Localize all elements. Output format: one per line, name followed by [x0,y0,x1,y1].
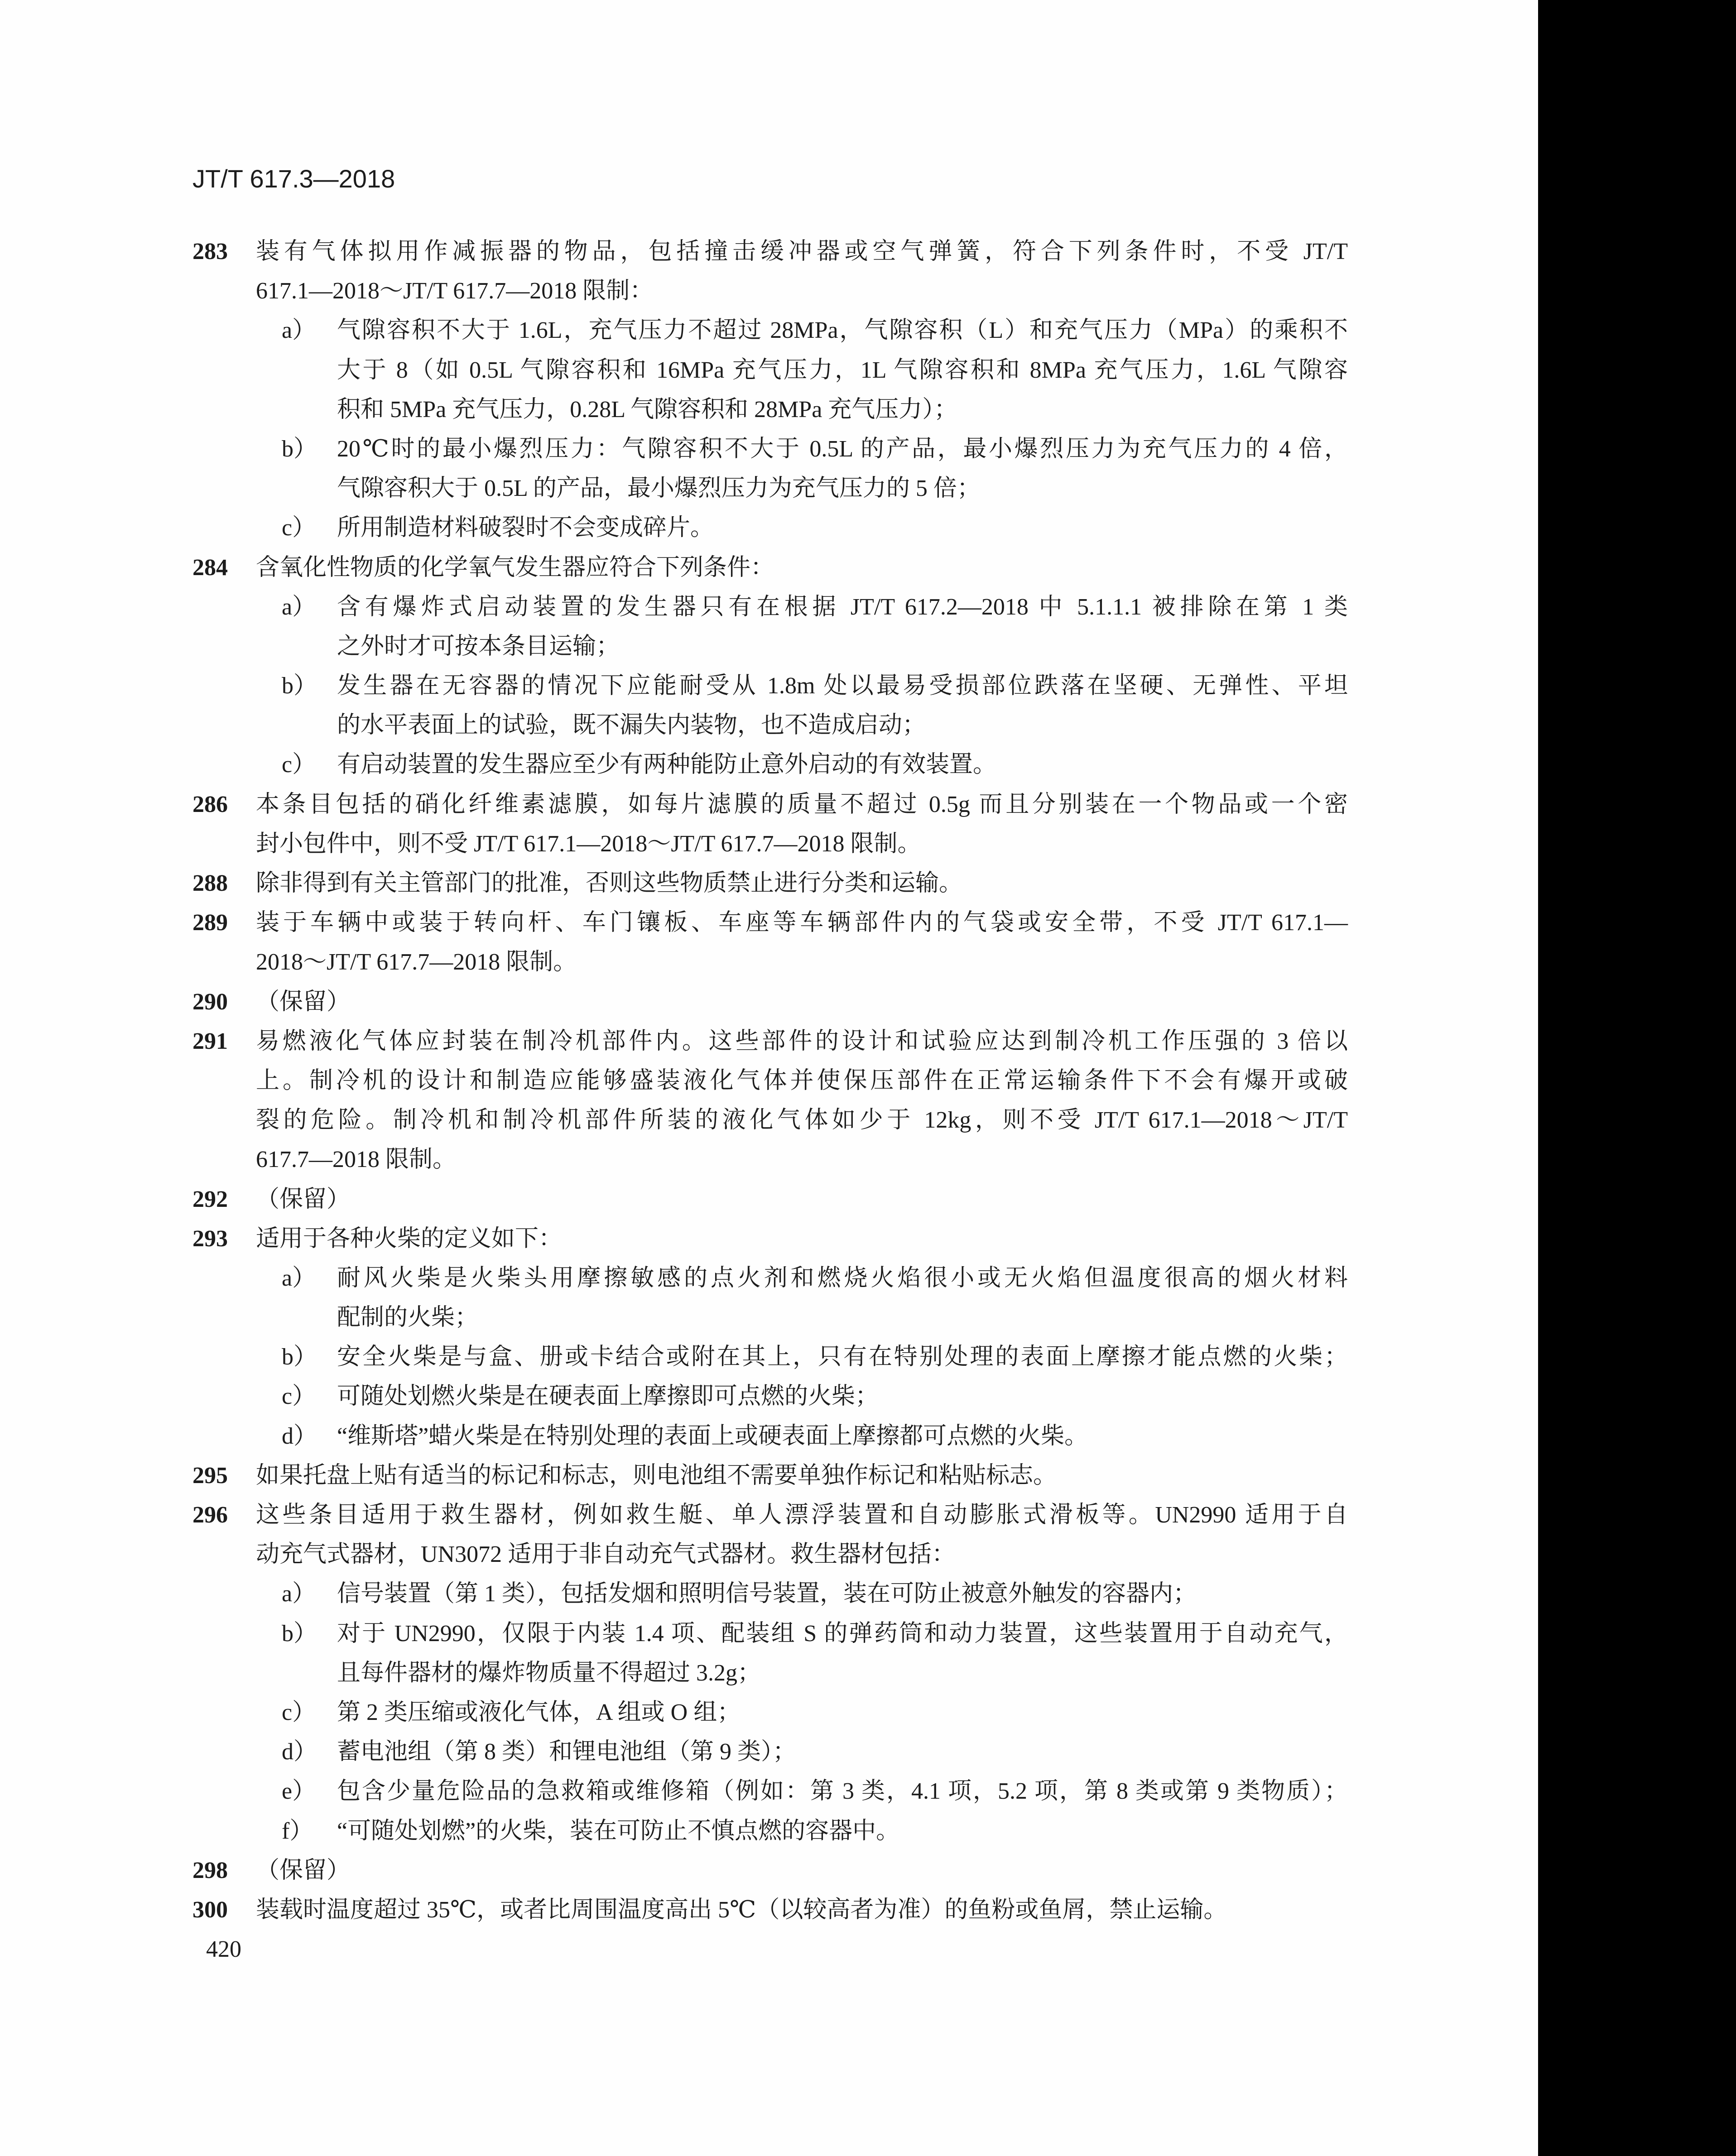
item-label: b） [282,436,317,462]
item-296-b [0,1614,1538,1693]
entry-line [0,824,1538,864]
item-text-line: 可随处划燃火柴是在硬表面上摩擦即可点燃的火柴； [337,1383,879,1410]
entry-number: 283 [192,239,228,264]
entry-line [0,232,1538,271]
entry-line [0,1180,1538,1219]
item-label: d） [282,1423,317,1449]
item-text-line: 大于 8（如 0.5L 气隙容积和 16MPa 充气压力，1L 气隙容积和 8MPa 充气压力，1.6L 气隙容 [337,357,1348,383]
item-line [0,351,1538,390]
entry-text-line: 上。制冷机的设计和制造应能够盛装液化气体并使保压部件在正常运输条件下不会有爆开或破 [256,1067,1348,1094]
item-text-line: “维斯塔”蜡火柴是在特别处理的表面上或硬表面上摩擦都可点燃的火柴。 [337,1423,1088,1449]
entry-text-line: 动充气式器材，UN3072 适用于非自动充气式器材。救生器材包括： [256,1541,956,1568]
entry-line [0,548,1538,587]
item-line [0,1653,1538,1693]
item-line [0,587,1538,627]
item-296-e [0,1772,1538,1811]
item-label: c） [282,515,316,541]
entry-text-line: （保留） [256,989,351,1015]
item-line [0,429,1538,469]
item-line [0,1574,1538,1613]
entry-text-line: 适用于各种火柴的定义如下： [256,1225,563,1252]
entry-text-line: 2018～JT/T 617.7—2018 限制。 [256,949,577,975]
entry-text-line: 除非得到有关主管部门的批准，否则这些物质禁止进行分类和运输。 [256,870,963,896]
item-line [0,1337,1538,1377]
entry-289 [0,903,1538,982]
entry-text-line: （保留） [256,1857,351,1883]
item-label: a） [282,594,316,620]
item-line [0,666,1538,706]
entry-text-line: 封小包件中，则不受 JT/T 617.1—2018～JT/T 617.7—2018 限制。 [256,831,921,857]
entry-line [0,1890,1538,1930]
standard-code-header: JT/T 617.3—2018 [192,164,395,193]
item-label: a） [282,317,316,344]
page-number: 420 [206,1936,241,1963]
entry-text-line: 如果托盘上贴有适当的标记和标志，则电池组不需要单独作标记和粘贴标志。 [256,1462,1057,1489]
item-text-line: 气隙容积大于 0.5L 的产品，最小爆烈压力为充气压力的 5 倍； [337,475,981,502]
entry-292 [0,1180,1538,1219]
entry-number: 298 [192,1857,228,1883]
item-line [0,1258,1538,1298]
entry-line [0,1456,1538,1495]
item-line [0,1298,1538,1337]
item-line [0,706,1538,745]
entry-288 [0,864,1538,903]
entry-line [0,1851,1538,1890]
item-line [0,469,1538,508]
entry-line [0,271,1538,311]
item-line [0,311,1538,350]
entry-line [0,1140,1538,1179]
entry-line [0,864,1538,903]
entry-line [0,903,1538,942]
entry-text-line: （保留） [256,1186,351,1212]
entry-number: 291 [192,1028,228,1054]
item-text-line: 安全火柴是与盒、册或卡结合或附在其上，只有在特别处理的表面上摩擦才能点燃的火柴； [337,1344,1348,1370]
item-text-line: 配制的火柴； [337,1305,479,1331]
item-text-line: 20℃时的最小爆烈压力：气隙容积不大于 0.5L 的产品，最小爆烈压力为充气压力的 4 倍， [337,436,1348,462]
page-body [0,232,1538,1969]
item-line [0,745,1538,784]
item-296-c [0,1693,1538,1732]
entry-text-line: 装有气体拟用作减振器的物品，包括撞击缓冲器或空气弹簧，符合下列条件时，不受 JT/T [256,239,1348,264]
item-284-c [0,745,1538,784]
page-footer [0,1930,1538,1969]
item-text-line: 积和 5MPa 充气压力，0.28L 气隙容积和 28MPa 充气压力）； [337,396,958,423]
entry-line [0,1535,1538,1574]
entry-text-line: 易燃液化气体应封装在制冷机部件内。这些部件的设计和试验应达到制冷机工作压强的 3 倍以 [256,1028,1348,1054]
item-283-b [0,429,1538,508]
item-283-a [0,311,1538,429]
entry-line [0,1100,1538,1140]
entry-286 [0,785,1538,864]
entry-284 [0,548,1538,785]
entry-283 [0,232,1538,548]
item-label: a） [282,1581,316,1607]
item-line [0,1614,1538,1653]
item-line [0,1772,1538,1811]
entry-text-line: 含氧化性物质的化学氧气发生器应符合下列条件： [256,554,774,581]
item-293-d [0,1417,1538,1456]
entry-line [0,1219,1538,1258]
entry-line [0,1022,1538,1061]
item-293-a [0,1258,1538,1337]
item-line [0,1811,1538,1851]
item-text-line: 所用制造材料破裂时不会变成碎片。 [337,515,714,541]
entry-text-line: 装载时温度超过 35℃，或者比周围温度高出 5℃（以较高者为准）的鱼粉或鱼屑，禁止运输。 [256,1897,1227,1923]
entry-number: 296 [192,1502,228,1528]
item-text-line: 耐风火柴是火柴头用摩擦敏感的点火剂和燃烧火焰很小或无火焰但温度很高的烟火材料 [337,1265,1348,1291]
entry-number: 289 [192,910,228,936]
item-label: b） [282,673,317,699]
item-296-f [0,1811,1538,1851]
item-label: f） [282,1818,313,1844]
entry-line [0,1061,1538,1100]
item-296-a [0,1574,1538,1613]
entry-number: 295 [192,1462,228,1489]
entry-number: 286 [192,791,228,817]
entry-295 [0,1456,1538,1495]
entry-300 [0,1890,1538,1930]
entry-line [0,1495,1538,1535]
item-label: d） [282,1739,317,1765]
entry-number: 292 [192,1186,228,1212]
item-283-c [0,508,1538,547]
item-label: b） [282,1344,317,1370]
item-line [0,1377,1538,1416]
item-line [0,390,1538,429]
item-284-a [0,587,1538,666]
entry-text-line: 装于车辆中或装于转向杆、车门镶板、车座等车辆部件内的气袋或安全带，不受 JT/T 617.1— [256,910,1348,936]
item-284-b [0,666,1538,745]
item-line [0,1693,1538,1732]
entry-number: 290 [192,989,228,1015]
entry-text-line: 裂的危险。制冷机和制冷机部件所装的液化气体如少于 12kg，则不受 JT/T 617.1—2018～JT/T [256,1107,1348,1133]
item-line [0,627,1538,666]
item-text-line: 第 2 类压缩或液化气体，A 组或 O 组； [337,1699,741,1725]
item-label: c） [282,1699,316,1725]
item-text-line: 含有爆炸式启动装置的发生器只有在根据 JT/T 617.2—2018 中 5.1.1.1 被排除在第 1 类 [337,594,1348,620]
item-label: c） [282,1383,316,1410]
entry-text-line: 这些条目适用于救生器材，例如救生艇、单人漂浮装置和自动膨胀式滑板等。UN2990 适用于自 [256,1502,1348,1528]
entry-number: 300 [192,1897,228,1923]
entry-298 [0,1851,1538,1890]
item-label: e） [282,1778,316,1805]
item-line [0,508,1538,547]
entry-291 [0,1022,1538,1180]
item-text-line: 且每件器材的爆炸物质量不得超过 3.2g； [337,1660,761,1686]
item-text-line: 气隙容积不大于 1.6L，充气压力不超过 28MPa，气隙容积（L）和充气压力（MPa）的乘积不 [337,317,1348,344]
item-text-line: 蓄电池组（第 8 类）和锂电池组（第 9 类）； [337,1739,797,1765]
item-293-c [0,1377,1538,1416]
item-text-line: 的水平表面上的试验，既不漏失内装物，也不造成启动； [337,712,926,739]
item-text-line: 之外时才可按本条目运输； [337,633,620,659]
item-label: b） [282,1620,317,1647]
item-label: c） [282,752,316,778]
entry-number: 288 [192,870,228,896]
entry-293 [0,1219,1538,1456]
item-text-line: 有启动装置的发生器应至少有两种能防止意外启动的有效装置。 [337,752,997,778]
item-text-line: 发生器在无容器的情况下应能耐受从 1.8m 处以最易受损部位跌落在坚硬、无弹性、平坦 [337,673,1348,699]
item-296-d [0,1732,1538,1772]
item-label: a） [282,1265,316,1291]
entry-290 [0,982,1538,1022]
item-line [0,1732,1538,1772]
item-text-line: “可随处划燃”的火柴，装在可防止不慎点燃的容器中。 [337,1818,900,1844]
item-text-line: 包含少量危险品的急救箱或维修箱（例如：第 3 类，4.1 项，5.2 项，第 8 类或第 9 类物质）； [337,1778,1348,1805]
entry-296 [0,1495,1538,1851]
scan-black-margin [1538,0,1736,2156]
entry-line [0,785,1538,824]
entry-text-line: 617.7—2018 限制。 [256,1147,457,1173]
item-text-line: 信号装置（第 1 类），包括发烟和照明信号装置，装在可防止被意外触发的容器内； [337,1581,1197,1607]
item-text-line: 对于 UN2990，仅限于内装 1.4 项、配装组 S 的弹药筒和动力装置，这些装置用于自动充气， [337,1620,1348,1647]
entry-text-line: 本条目包括的硝化纤维素滤膜，如每片滤膜的质量不超过 0.5g 而且分别装在一个物品或一个密 [256,791,1348,817]
entry-line [0,942,1538,982]
entry-number: 284 [192,554,228,581]
entry-text-line: 617.1—2018～JT/T 617.7—2018 限制： [256,278,654,304]
entry-number: 293 [192,1225,228,1252]
item-line [0,1417,1538,1456]
entry-line [0,982,1538,1022]
item-293-b [0,1337,1538,1377]
